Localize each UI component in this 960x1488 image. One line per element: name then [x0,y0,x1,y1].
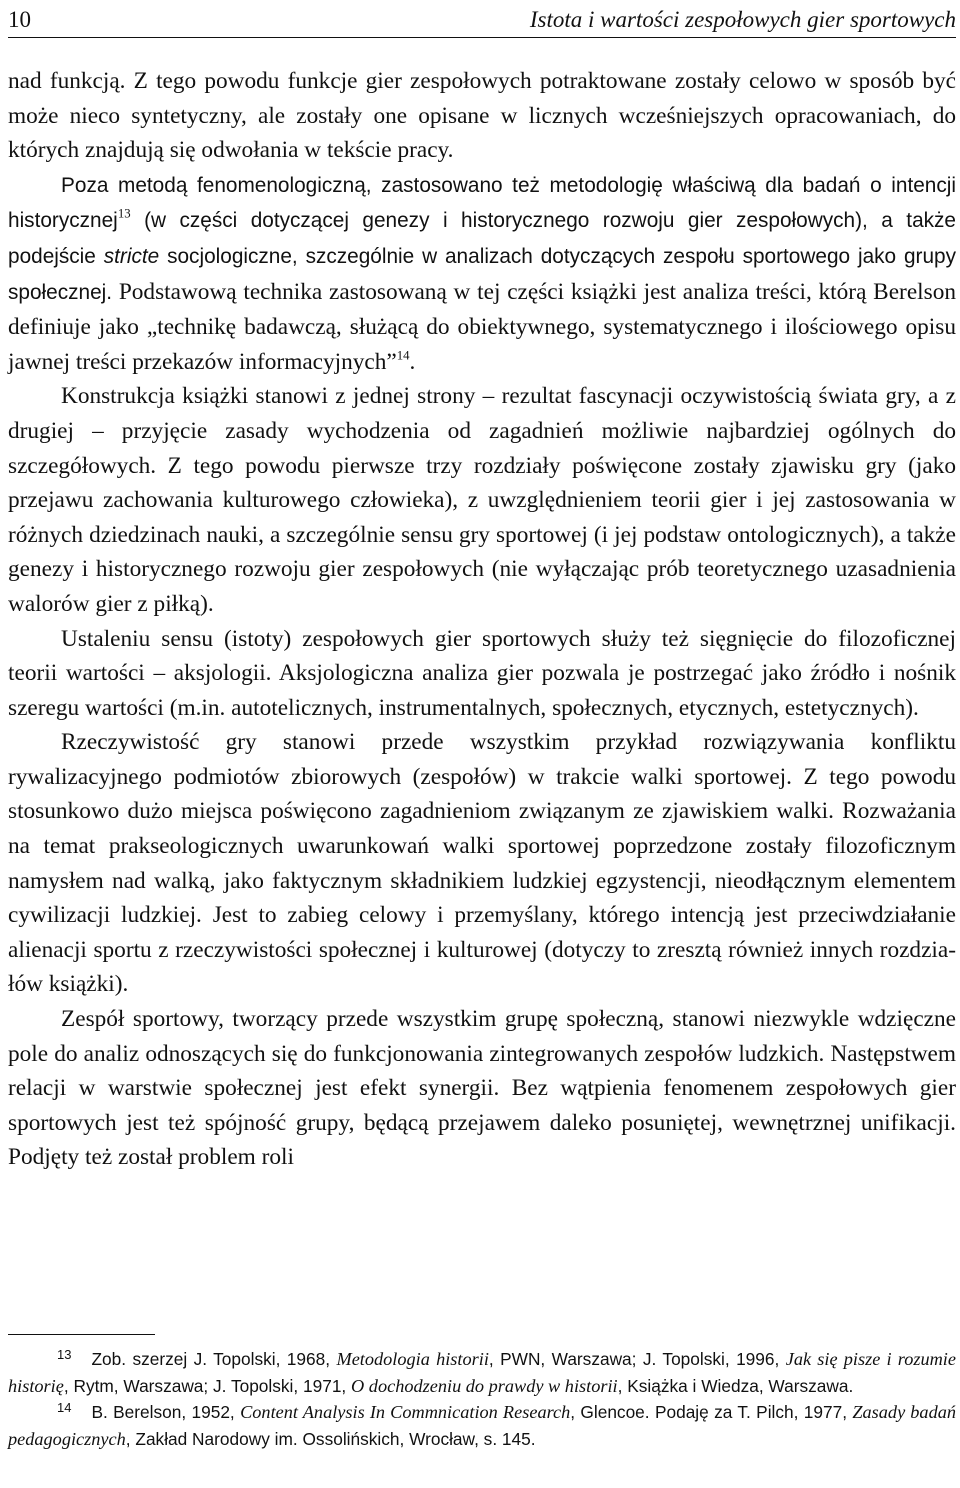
footnote-13-text-d: , Książka i Wiedza, Warszawa. [617,1375,854,1396]
footnote-ref-13: 13 [117,206,131,221]
footnote-13-number: 13 [57,1347,72,1363]
paragraph-2-text-c: socjologiczne, szczególnie w analizach dotyczących zespołu sportowego jako grupy społecznej. [8,244,957,304]
paragraph-6: Zespół sportowy, tworzący przede wszystkim grupę społeczną, stanowi niezwykle wdzięczne pole do analiz odnoszących się do funkcjonowania zintegrowanych zespołów ludzkich. Następstwem relacji w warstwie społecznej jest efekt synergii. Bez wątpienia fenomenem zespołowych gier sportowych jest też spójność grupy, będącą przejawem daleko posuniętej, wewnętrznej unifikacji. Podjęty też został problem roli [8,1006,956,1171]
paragraph-4: Ustaleniu sensu (istoty) zespołowych gier sportowych służy też sięgnięcie do filozoficznej teorii wartości – aksjologii. Aksjologiczna analiza gier pozwala je postrzegać jako źródło i nośnik szeregu wartości (m.in. autotelicznych, instrumentalnych, społecznych, etycznych, estetycznych). [8,625,956,721]
paragraph-2-text-d: Podstawową technika zastosowaną w tej części książki jest analiza treści, którą Berelson definiuje jako „technikę badawczą, służącą do obiektywnego, systematycznego i ilościowego opisu jawnej treści przekazów informacyjnych” [8,278,956,375]
footnote-14-text-a: B. Berelson, 1952, [91,1402,241,1422]
running-title: Istota i wartości zespołowych gier sportowych [529,7,956,32]
paragraph-2-text-e: . [409,348,416,375]
footnote-13-text-b: , PWN, Warszawa; J. Topolski, 1996, [488,1349,786,1369]
page-number: 10 [8,7,31,32]
footnote-13 [8,1346,956,1399]
paragraph-5: Rzeczywistość gry stanowi przede wszystkim przykład rozwiązywania konfliktu rywalizacyjnego podmiotów zbiorowych (zespołów) w trakcie walki sportowej. Z tego powodu stosunkowo dużo miejsca poświęcono zagadnieniom związanym ze zjawiskiem walki. Rozważania na temat prakseologicznych uwarunkowań walki sportowej poprzedzone zostały filozoficznym namysłem nad walką, jako faktycznym składnikiem ludzkiej egzystencji, nieodłącznym elementem cywilizacji ludzkiej. Jest to zabieg celowy i przemyślany, którego intencją jest przeciwdziałanie alienacji sportu z rzeczywistości społecznej i kulturowej (dotyczy to zresztą również innych rozdziałów książki). [8,729,956,998]
paragraph-2-text-a: Poza metodą fenomenologiczną, zastosowano też metodologię właściwą dla badań o intencji historycznej [8,173,956,233]
footnote-13-title-1: Metodologia historii [336,1349,489,1369]
footnote-rule [8,1334,155,1335]
paragraph-2-text-b: (w części dotyczącej genezy i historycznego rozwoju gier zespołowych), a także podejście [8,209,956,268]
paragraph-1: nad funkcją. Z tego powodu funkcje gier zespołowych potraktowane zostały celowo w sposób być może nieco syntetyczny, ale zostały one opisane w licznych wcześniejszych opracowaniach, do których znajdują się odwołania w tekście pracy. [8,68,956,164]
body-text [8,64,956,1175]
paragraph-3: Konstrukcja książki stanowi z jednej strony – rezultat fascynacji oczywistością świata gry, a z drugiej – przyjęcie zasady wychodzenia od zagadnień możliwie najbardziej ogólnych do szczegółowych. Z tego powodu pierwsze trzy rozdziały poświęcone zostały zjawisku gry (jako przejawu zachowania kulturowego człowieka), z uwzględnieniem teorii gier i jej zastosowania w różnych dziedzinach nauki, a szczególnie sensu gry sportowej (i jej podstaw ontologicznych), a także genezy i historycznego rozwoju gier zespołowych (nie wyłączając prób teoretycznego uzasadnienia walorów gier z piłką). [8,383,956,617]
footnote-14-text-c: , Zakład Narodowy im. Ossolińskich, Wrocław, s. 145. [125,1428,536,1449]
footnote-14-title-2: Zasady badań pedagogicznych [8,1402,956,1449]
footnote-13-text-c: , Rytm, Warszawa; J. Topolski, 1971, [63,1375,352,1396]
header-rule [8,37,956,38]
footnote-14-title-1: Content Analysis In Commnication Research [240,1402,571,1422]
paragraph-2 [8,168,956,380]
running-header [8,0,956,34]
paragraph-2-italic-stricte: stricte [103,244,160,268]
footnote-13-title-3: O dochodzeniu do prawdy w historii [351,1375,618,1396]
footnotes [8,1346,956,1452]
footnote-14 [8,1399,956,1452]
footnote-14-text-b: , Glencoe. Podaję za T. Pilch, 1977, [570,1402,853,1422]
footnote-ref-14: 14 [396,348,410,363]
footnote-14-number: 14 [57,1400,72,1416]
footnote-13-title-2: Jak się pisze i rozumie historię [8,1349,957,1396]
footnote-13-text-a: Zob. szerzej J. Topolski, 1968, [91,1349,337,1369]
